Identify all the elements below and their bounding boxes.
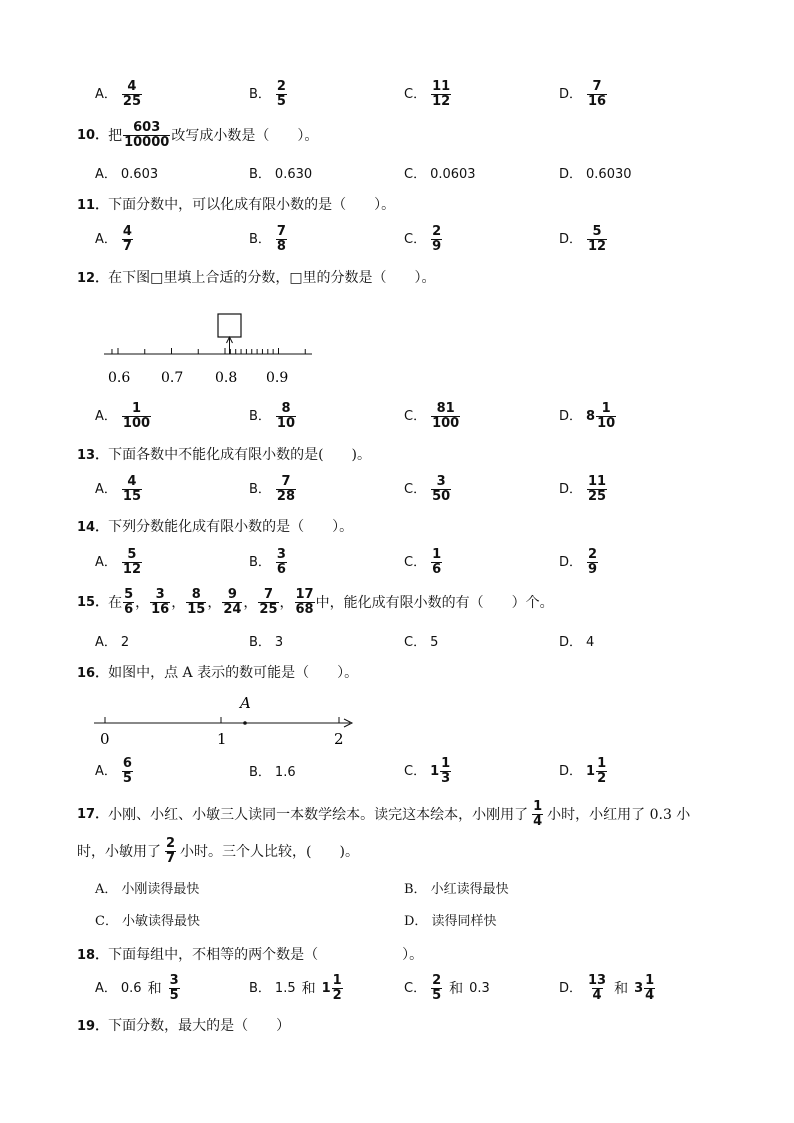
question-text: 时，小敏用了 bbox=[77, 843, 161, 860]
option-label: B． bbox=[249, 765, 271, 780]
option-label: C． bbox=[95, 914, 118, 929]
fraction: $\frac{2}{5}$ bbox=[276, 79, 286, 109]
q9-option-a[interactable] bbox=[95, 80, 143, 109]
question-number: 12． bbox=[77, 271, 109, 286]
question-number: 13． bbox=[77, 448, 109, 463]
option-label: C． bbox=[404, 408, 427, 424]
whole-part: 1 bbox=[321, 980, 331, 996]
option-label: B． bbox=[404, 882, 427, 897]
option-label: D． bbox=[559, 481, 583, 497]
question-number: 11． bbox=[77, 198, 109, 213]
question-text: 下列分数能化成有限小数的是（ ）。 bbox=[108, 519, 354, 535]
fraction: $\frac{7}{8}$ bbox=[276, 224, 286, 254]
fraction: $\frac{3}{16}$ bbox=[151, 587, 170, 617]
question-text: 小刚、小红、小敏三人读同一本数学绘本。读完这本绘本，小刚用了 bbox=[108, 806, 529, 823]
option-value: 1.6 bbox=[274, 765, 296, 780]
option-label: A． bbox=[95, 167, 117, 182]
fraction: $\frac{6}{5}$ bbox=[122, 756, 132, 786]
fraction: $\frac{7}{16}$ bbox=[588, 79, 607, 109]
fraction: $\frac{1}{3}$ bbox=[441, 756, 451, 786]
tick-label: 0 bbox=[100, 730, 110, 748]
option-label: B． bbox=[249, 86, 271, 102]
question-text: 小时，小红用了 0.3 小 bbox=[547, 806, 691, 823]
separator: ， bbox=[135, 594, 150, 611]
question-number: 16． bbox=[77, 666, 109, 681]
option-label: C． bbox=[404, 980, 427, 996]
q9-option-c[interactable] bbox=[404, 80, 452, 109]
fraction: $\frac{9}{24}$ bbox=[223, 587, 242, 617]
question-17-line-1 bbox=[77, 800, 690, 829]
q12-option-c[interactable] bbox=[404, 402, 461, 431]
option-label: A． bbox=[95, 882, 118, 897]
q11-option-d[interactable] bbox=[559, 225, 608, 254]
whole-part: 3 bbox=[634, 980, 644, 996]
q15-option-c[interactable] bbox=[404, 634, 438, 652]
answer-box bbox=[218, 314, 241, 337]
q14-option-b[interactable] bbox=[249, 548, 288, 577]
question-text: 下面每组中，不相等的两个数是（ ）。 bbox=[108, 947, 424, 963]
option-value: 5 bbox=[430, 635, 439, 650]
q16-number-line-figure bbox=[90, 690, 360, 750]
q14-option-d[interactable] bbox=[559, 548, 599, 577]
left-value: 0.6 bbox=[120, 980, 142, 996]
q13-option-c[interactable] bbox=[404, 475, 452, 504]
q12-option-a[interactable] bbox=[95, 402, 152, 431]
option-label: A． bbox=[95, 554, 117, 570]
tick-label: 0.8 bbox=[215, 370, 238, 386]
fraction: $\frac{3}{5}$ bbox=[169, 973, 179, 1003]
option-label: A． bbox=[95, 481, 117, 497]
q16-option-a[interactable] bbox=[95, 757, 134, 786]
q16-option-c[interactable] bbox=[404, 757, 452, 786]
question-text: 小时。三个人比较，( )。 bbox=[180, 843, 359, 860]
q18-option-b[interactable] bbox=[249, 974, 344, 1003]
option-label: D． bbox=[559, 231, 583, 247]
fraction: $\frac{8}{15}$ bbox=[187, 587, 206, 617]
tick-label: 0.7 bbox=[161, 370, 184, 386]
q10-option-b[interactable] bbox=[249, 166, 312, 184]
option-label: B． bbox=[249, 231, 271, 247]
question-text: 改写成小数是（ ）。 bbox=[171, 127, 319, 144]
q11-option-b[interactable] bbox=[249, 225, 288, 254]
tick-label: 0.9 bbox=[266, 370, 289, 386]
question-text: 如图中，点 A 表示的数可能是（ ）。 bbox=[108, 665, 359, 681]
option-label: D． bbox=[559, 86, 583, 102]
option-label: A． bbox=[95, 763, 117, 779]
option-label: D． bbox=[559, 635, 583, 650]
q13-option-a[interactable] bbox=[95, 475, 143, 504]
fraction: $\frac{1}{6}$ bbox=[432, 547, 442, 577]
q17-option-c[interactable] bbox=[95, 913, 200, 931]
option-value: 读得同样快 bbox=[431, 914, 497, 929]
option-value: 2 bbox=[120, 635, 130, 650]
question-19 bbox=[77, 1016, 290, 1037]
option-label: C． bbox=[404, 86, 427, 102]
question-12 bbox=[77, 268, 436, 289]
q18-option-c[interactable] bbox=[404, 974, 490, 1003]
question-15 bbox=[77, 588, 554, 617]
fraction: $\frac{2}{9}$ bbox=[588, 547, 598, 577]
q16-option-b[interactable] bbox=[249, 764, 296, 782]
fraction: $\frac{81}{100}$ bbox=[432, 401, 460, 431]
left-value: 1.5 bbox=[274, 980, 296, 996]
option-value: 0.6030 bbox=[586, 167, 632, 182]
fraction: $\frac{2}{5}$ bbox=[432, 973, 442, 1003]
option-label: B． bbox=[249, 635, 271, 650]
fraction: $\frac{1}{4}$ bbox=[533, 799, 543, 829]
question-number: 17． bbox=[77, 806, 109, 822]
option-value: 4 bbox=[586, 635, 595, 650]
tick-label: 1 bbox=[217, 730, 227, 748]
number-line-ticks bbox=[112, 348, 305, 354]
option-label: B． bbox=[249, 980, 271, 996]
q15-option-b[interactable] bbox=[249, 634, 283, 652]
fraction: $\frac{1}{2}$ bbox=[597, 756, 607, 786]
q12-number-line-figure bbox=[100, 310, 320, 390]
option-value: 3 bbox=[274, 635, 284, 650]
fraction: $\frac{5}{12}$ bbox=[122, 547, 141, 577]
option-label: C． bbox=[404, 554, 427, 570]
question-14 bbox=[77, 517, 353, 538]
q11-option-a[interactable] bbox=[95, 225, 134, 254]
point-a bbox=[243, 721, 247, 725]
question-number: 15． bbox=[77, 594, 109, 610]
question-text: 下面分数中，可以化成有限小数的是（ ）。 bbox=[108, 197, 396, 213]
question-17-line-2 bbox=[77, 837, 359, 866]
fraction: $\frac{3}{50}$ bbox=[432, 474, 451, 504]
conjunction: 和 bbox=[147, 980, 162, 997]
conjunction: 和 bbox=[301, 980, 316, 997]
question-text: 下面各数中不能化成有限小数的是( )。 bbox=[108, 447, 372, 463]
fraction: $\frac{1}{10}$ bbox=[597, 401, 616, 431]
point-label: A bbox=[240, 694, 251, 712]
option-value: 0.630 bbox=[274, 167, 313, 182]
q9-option-d[interactable] bbox=[559, 80, 608, 109]
option-label: C． bbox=[404, 481, 427, 497]
fraction: $\frac{13}{4}$ bbox=[588, 973, 607, 1003]
fraction: $\frac{11}{12}$ bbox=[432, 79, 451, 109]
q18-option-a[interactable] bbox=[95, 974, 181, 1003]
option-label: C． bbox=[404, 167, 427, 182]
option-label: A． bbox=[95, 231, 117, 247]
option-value: 小刚读得最快 bbox=[121, 882, 200, 897]
option-label: D． bbox=[404, 914, 428, 929]
q15-option-d[interactable] bbox=[559, 634, 594, 652]
question-text: 把 bbox=[108, 127, 123, 144]
option-value: 0.603 bbox=[120, 167, 159, 182]
q10-option-c[interactable] bbox=[404, 166, 476, 184]
fraction: $\frac{1}{2}$ bbox=[332, 973, 342, 1003]
q17-option-d[interactable] bbox=[404, 913, 496, 931]
q10-option-a[interactable] bbox=[95, 166, 158, 184]
fraction: $\frac{8}{10}$ bbox=[276, 401, 296, 431]
question-number: 10． bbox=[77, 127, 109, 143]
fraction: $\frac{11}{25}$ bbox=[588, 474, 607, 504]
separator: ， bbox=[207, 594, 222, 611]
option-label: A． bbox=[95, 635, 117, 650]
option-label: A． bbox=[95, 408, 117, 424]
conjunction: 和 bbox=[614, 980, 629, 997]
separator: ， bbox=[279, 594, 294, 611]
fraction: $\frac{1}{4}$ bbox=[645, 973, 655, 1003]
option-label: D． bbox=[559, 980, 583, 996]
question-18 bbox=[77, 945, 423, 966]
q14-option-c[interactable] bbox=[404, 548, 443, 577]
question-16 bbox=[77, 663, 358, 684]
question-number: 19． bbox=[77, 1019, 109, 1034]
q12-option-d[interactable] bbox=[559, 402, 617, 431]
whole-part: 1 bbox=[430, 763, 440, 779]
q14-option-a[interactable] bbox=[95, 548, 143, 577]
fraction: $\frac{1}{100}$ bbox=[122, 401, 151, 431]
option-label: B． bbox=[249, 554, 271, 570]
fraction: $\frac{4}{7}$ bbox=[122, 224, 132, 254]
option-value: 0.0603 bbox=[430, 167, 476, 182]
q12-option-b[interactable] bbox=[249, 402, 297, 431]
option-label: D． bbox=[559, 408, 583, 424]
question-10 bbox=[77, 121, 318, 150]
option-label: B． bbox=[249, 481, 271, 497]
q15-option-a[interactable] bbox=[95, 634, 129, 652]
fraction: $\frac{5}{6}$ bbox=[124, 587, 134, 617]
q16-option-d[interactable] bbox=[559, 757, 608, 786]
q18-option-d[interactable] bbox=[559, 974, 656, 1003]
option-label: C． bbox=[404, 763, 427, 779]
option-label: D． bbox=[559, 763, 583, 779]
option-label: D． bbox=[559, 554, 583, 570]
option-label: D． bbox=[559, 167, 583, 182]
question-13 bbox=[77, 445, 371, 466]
fraction: $\frac{7}{25}$ bbox=[259, 587, 278, 617]
question-text: 在下图□里填上合适的分数，□里的分数是（ ）。 bbox=[108, 270, 436, 286]
fraction: $\frac{7}{28}$ bbox=[276, 474, 296, 504]
q11-option-c[interactable] bbox=[404, 225, 443, 254]
fraction: $\frac{4}{25}$ bbox=[122, 79, 141, 109]
fraction: $\frac{4}{15}$ bbox=[122, 474, 141, 504]
question-text: 中，能化成有限小数的有（ ）个。 bbox=[315, 594, 554, 611]
option-label: B． bbox=[249, 167, 271, 182]
conjunction: 和 bbox=[449, 980, 464, 997]
fraction: $\frac{3}{6}$ bbox=[276, 547, 286, 577]
question-text: 在 bbox=[108, 594, 123, 611]
q13-option-b[interactable] bbox=[249, 475, 297, 504]
question-text: 下面分数，最大的是（ ） bbox=[108, 1018, 291, 1034]
fraction: $\frac{2}{9}$ bbox=[432, 224, 442, 254]
separator: ， bbox=[171, 594, 186, 611]
q10-option-d[interactable] bbox=[559, 166, 632, 184]
whole-part: 1 bbox=[586, 763, 596, 779]
q9-option-b[interactable] bbox=[249, 80, 288, 109]
option-label: C． bbox=[404, 635, 427, 650]
whole-part: 8 bbox=[586, 408, 596, 424]
fraction: $\frac{17}{68}$ bbox=[295, 587, 314, 617]
option-value: 小敏读得最快 bbox=[121, 914, 200, 929]
option-label: C． bbox=[404, 231, 427, 247]
question-number: 14． bbox=[77, 520, 109, 535]
tick-label: 2 bbox=[334, 730, 344, 748]
fraction: $\frac{2}{7}$ bbox=[166, 836, 176, 866]
question-number: 18． bbox=[77, 948, 109, 963]
option-value: 小红读得最快 bbox=[430, 882, 509, 897]
q13-option-d[interactable] bbox=[559, 475, 608, 504]
option-label: A． bbox=[95, 86, 117, 102]
q17-option-a[interactable] bbox=[95, 881, 199, 899]
option-label: A． bbox=[95, 980, 117, 996]
fraction: $\frac{5}{12}$ bbox=[588, 224, 607, 254]
option-label: B． bbox=[249, 408, 271, 424]
right-value: 0.3 bbox=[469, 980, 490, 996]
fraction: $\frac{603}{10000}$ bbox=[124, 120, 170, 150]
q17-option-b[interactable] bbox=[404, 881, 509, 899]
question-11 bbox=[77, 195, 395, 216]
separator: ， bbox=[243, 594, 258, 611]
tick-label: 0.6 bbox=[108, 370, 131, 386]
